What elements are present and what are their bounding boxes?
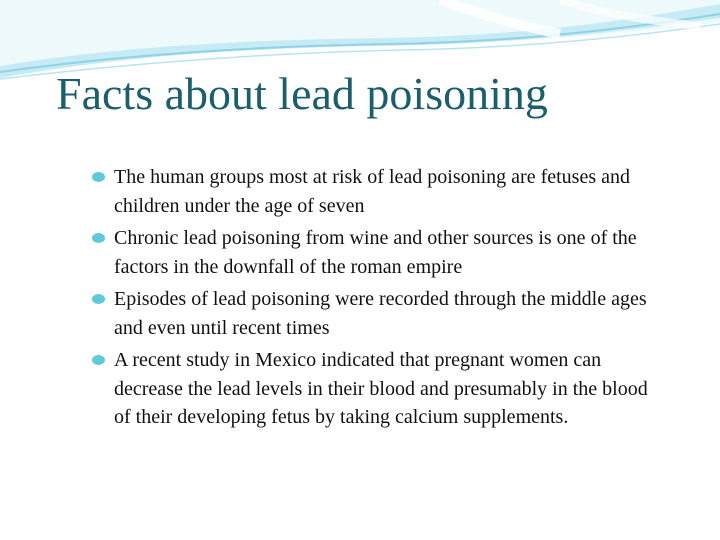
bullet-list xyxy=(92,163,652,436)
bullet-item xyxy=(92,163,652,220)
bullet-dot-icon xyxy=(92,355,105,365)
bullet-dot-icon xyxy=(92,294,105,304)
bullet-text: Chronic lead poisoning from wine and other sources is one of the factors in the downfall of the roman empire xyxy=(114,227,637,278)
bullet-text: The human groups most at risk of lead poisoning are fetuses and children under the age of seven xyxy=(114,166,630,217)
bullet-item xyxy=(92,285,652,342)
bullet-text: A recent study in Mexico indicated that pregnant women can decrease the lead levels in their blood and presumably in the blood of their developing fetus by taking calcium supplements. xyxy=(114,349,648,428)
bullet-dot-icon xyxy=(92,233,105,243)
slide-title: Facts about lead poisoning xyxy=(56,68,548,119)
bullet-item xyxy=(92,224,652,281)
bullet-dot-icon xyxy=(92,172,105,182)
bullet-item xyxy=(92,346,652,432)
bullet-text: Episodes of lead poisoning were recorded through the middle ages and even until recent times xyxy=(114,288,647,339)
